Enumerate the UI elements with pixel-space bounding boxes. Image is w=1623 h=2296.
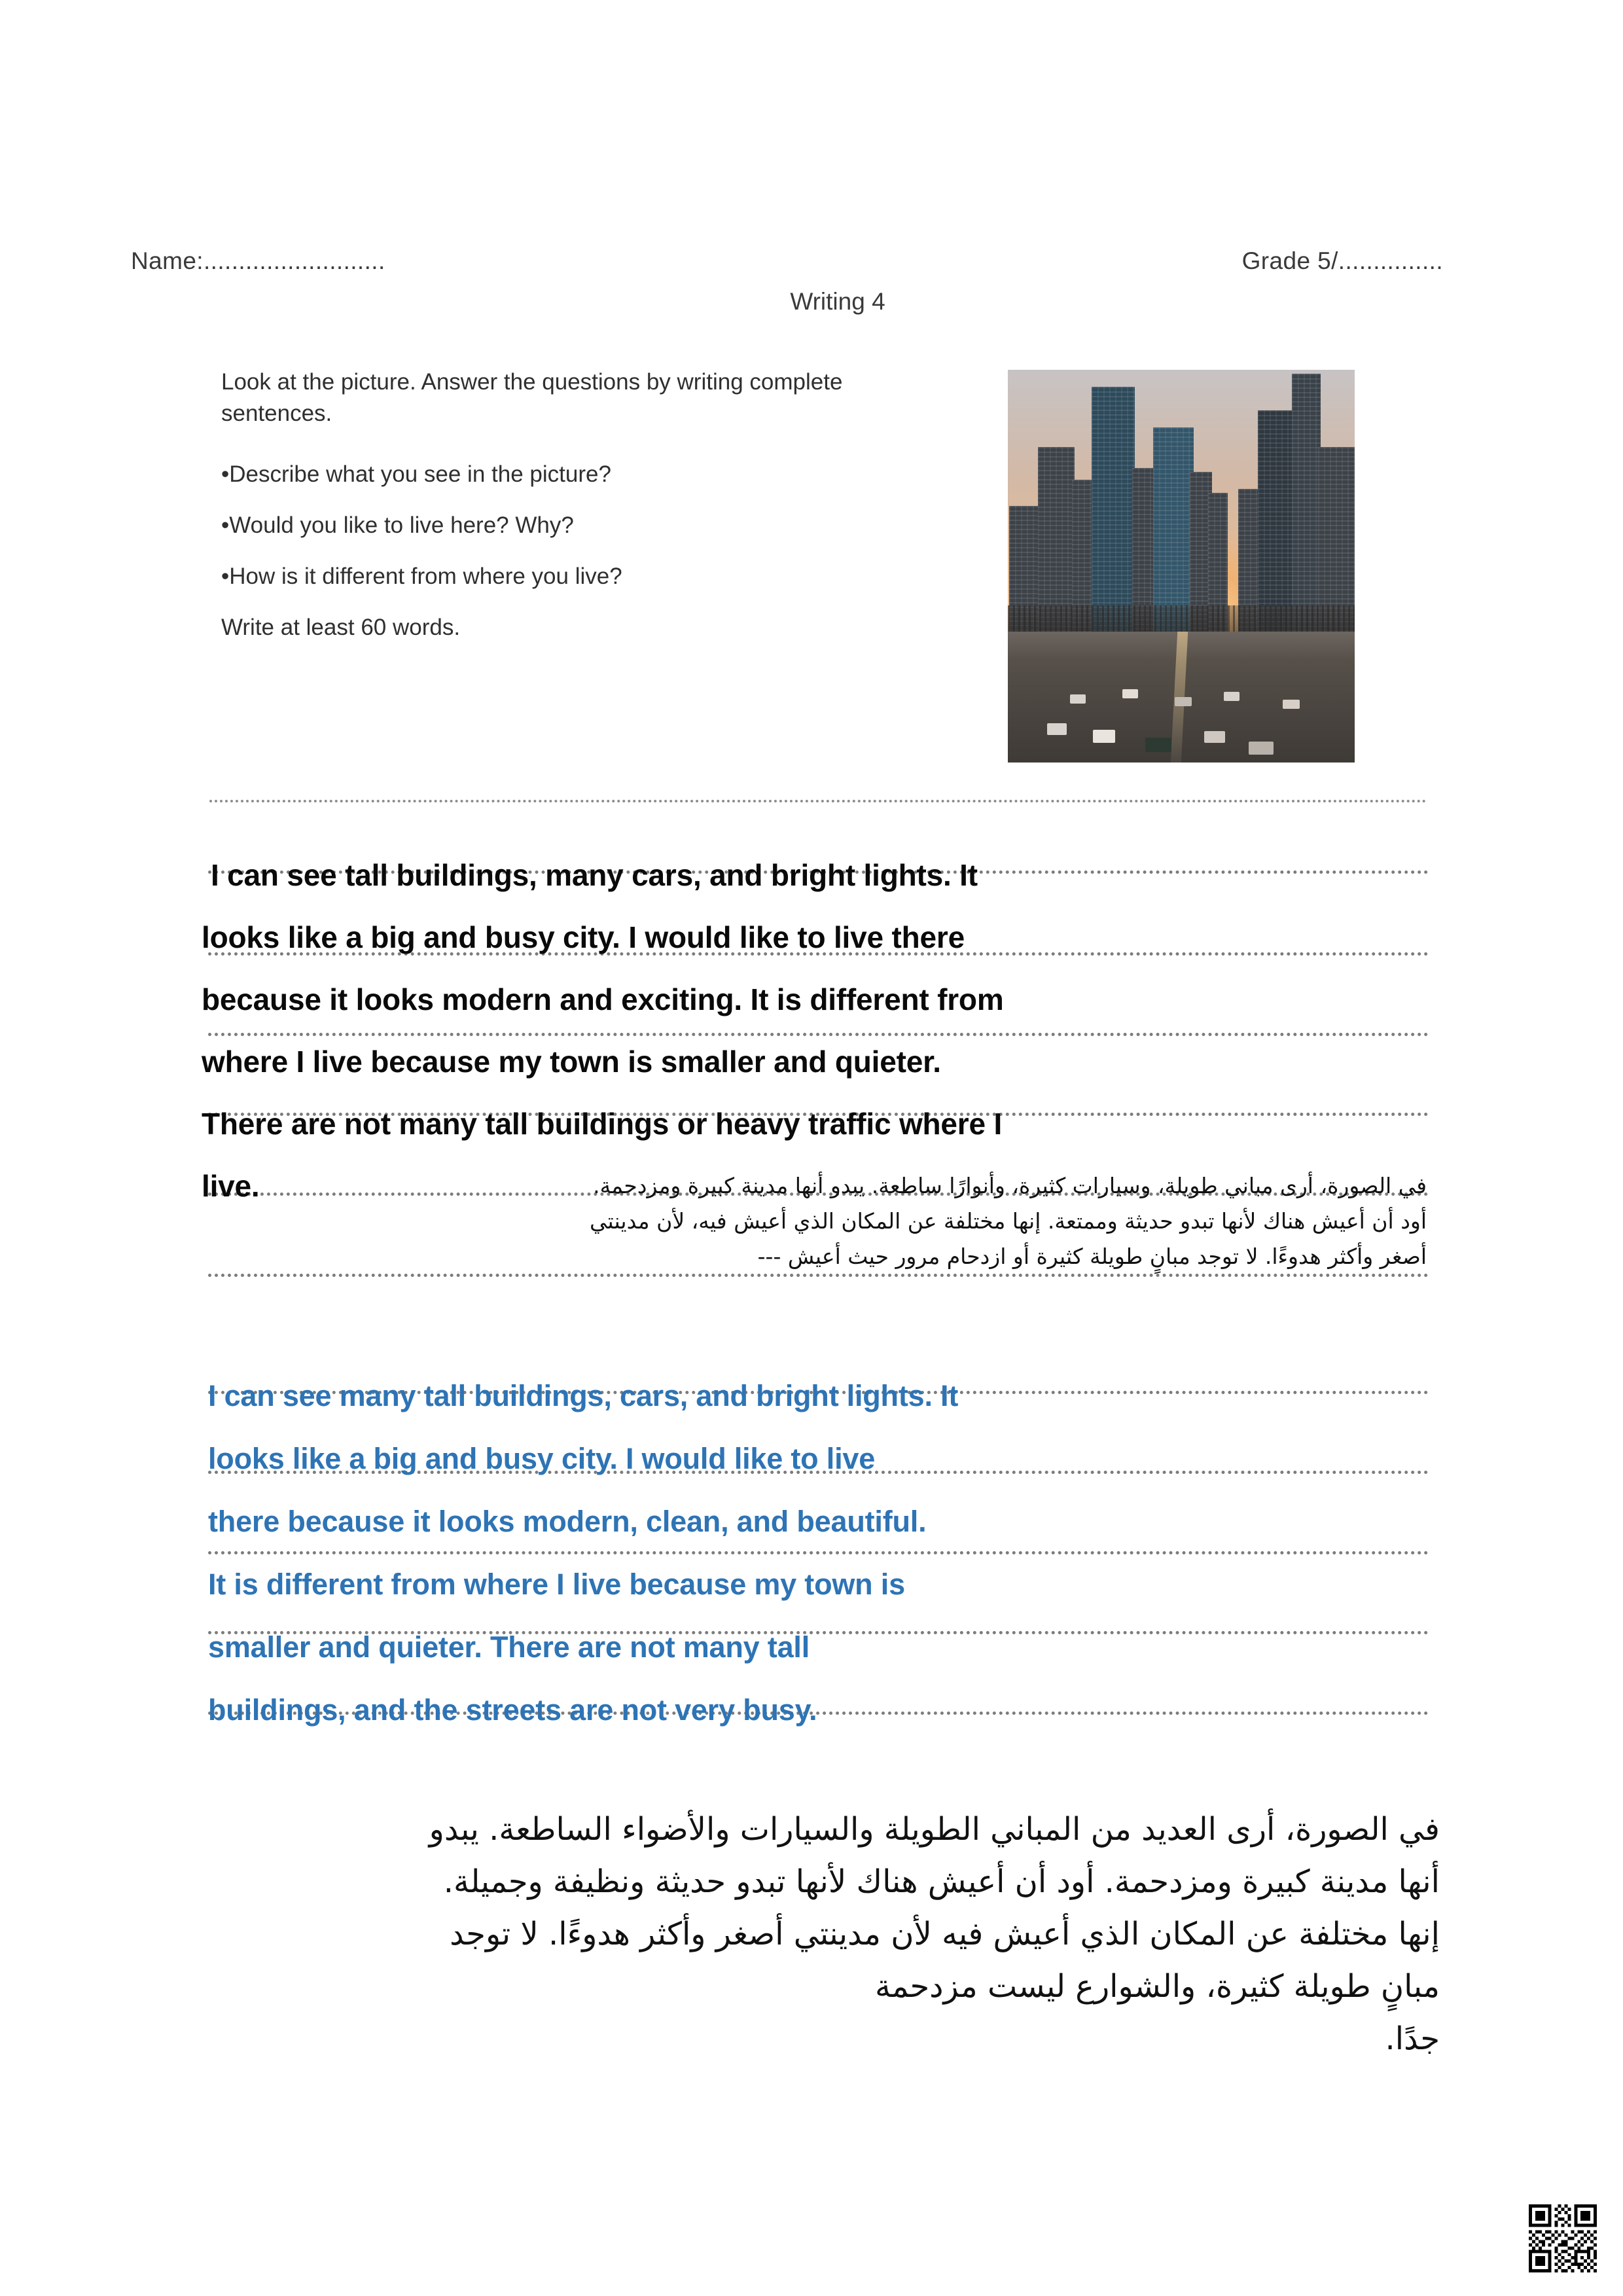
- arabic-translation-large: [196, 1803, 1440, 2065]
- arabic-line: أود أن أعيش هناك لأنها تبدو حديثة وممتعة. إنها مختلفة عن المكان الذي أعيش فيه، لأن مدينتي: [589, 1208, 1427, 1234]
- worksheet-title: Writing 4: [790, 288, 885, 315]
- answer-line: where I live because my town is smaller and quieter.: [202, 1045, 941, 1079]
- car: [1175, 697, 1192, 706]
- prompt-word-requirement: Write at least 60 words.: [221, 615, 461, 641]
- arabic-line: أنها مدينة كبيرة ومزدحمة. أود أن أعيش هناك لأنها تبدو حديثة ونظيفة وجميلة.: [443, 1863, 1440, 1900]
- answer-line: smaller and quieter. There are not many tall: [208, 1630, 810, 1664]
- student-answer-english-blue: [208, 1365, 1438, 1742]
- prompt-question-1: •Describe what you see in the picture?: [221, 461, 611, 487]
- answer-line: there because it looks modern, clean, and beautiful.: [208, 1505, 927, 1538]
- student-answer-english-black: [202, 844, 1432, 1217]
- car: [1145, 738, 1171, 752]
- car: [1283, 700, 1300, 709]
- car: [1204, 731, 1225, 743]
- answer-line: looks like a big and busy city. I would like to live there: [202, 920, 965, 954]
- answer-line: live.: [202, 1169, 260, 1203]
- car: [1249, 742, 1274, 755]
- car: [1047, 723, 1067, 735]
- prompt-block: [221, 367, 915, 664]
- arabic-line: إنها مختلفة عن المكان الذي أعيش فيه لأن مدينتي أصغر وأكثر هدوءًا. لا توجد: [450, 1916, 1440, 1952]
- answer-line: because it looks modern and exciting. It is different from: [202, 982, 1004, 1016]
- grade-field-label: Grade 5/...............: [1241, 247, 1443, 274]
- building: [1292, 374, 1321, 643]
- name-field-label: Name:..........................: [131, 247, 385, 274]
- arabic-line: أصغر وأكثر هدوءًا. لا توجد مبانٍ طويلة كثيرة أو ازدحام مرور حيث أعيش ---: [757, 1244, 1427, 1269]
- answer-line: looks like a big and busy city. I would like to live: [208, 1442, 876, 1475]
- prompt-instruction: Look at the picture. Answer the questions by writing complete sentences.: [221, 369, 843, 427]
- section-divider: [209, 800, 1427, 802]
- answer-line: There are not many tall buildings or heavy traffic where I: [202, 1107, 1003, 1141]
- prompt-question-2: •Would you like to live here? Why?: [221, 512, 574, 538]
- prompt-question-3: •How is it different from where you live?: [221, 564, 622, 590]
- answer-line: I can see many tall buildings, cars, and bright lights. It: [208, 1379, 959, 1412]
- car: [1093, 730, 1115, 743]
- arabic-translation-small: [196, 1168, 1427, 1274]
- answer-line: buildings, and the streets are not very busy.: [208, 1693, 817, 1727]
- car: [1224, 692, 1240, 701]
- car: [1070, 694, 1086, 704]
- street-with-traffic: [1008, 632, 1355, 762]
- arabic-line: في الصورة، أرى مباني طويلة، وسيارات كثيرة، وأنوارًا ساطعة. يبدو أنها مدينة كبيرة ومزدحمة.: [593, 1173, 1427, 1198]
- worksheet-header: [131, 247, 1505, 275]
- answer-line: I can see tall buildings, many cars, and bright lights. It: [211, 858, 978, 892]
- arabic-line: في الصورة، أرى العديد من المباني الطويلة والسيارات والأضواء الساطعة. يبدو: [429, 1811, 1440, 1848]
- answer-line: It is different from where I live because my town is: [208, 1568, 905, 1601]
- city-picture: [1008, 370, 1355, 762]
- qr-code-icon: [1529, 2204, 1597, 2272]
- car: [1122, 689, 1138, 698]
- arabic-line: مبانٍ طويلة كثيرة، والشوارع ليست مزدحمة جدًا.: [875, 1968, 1440, 2057]
